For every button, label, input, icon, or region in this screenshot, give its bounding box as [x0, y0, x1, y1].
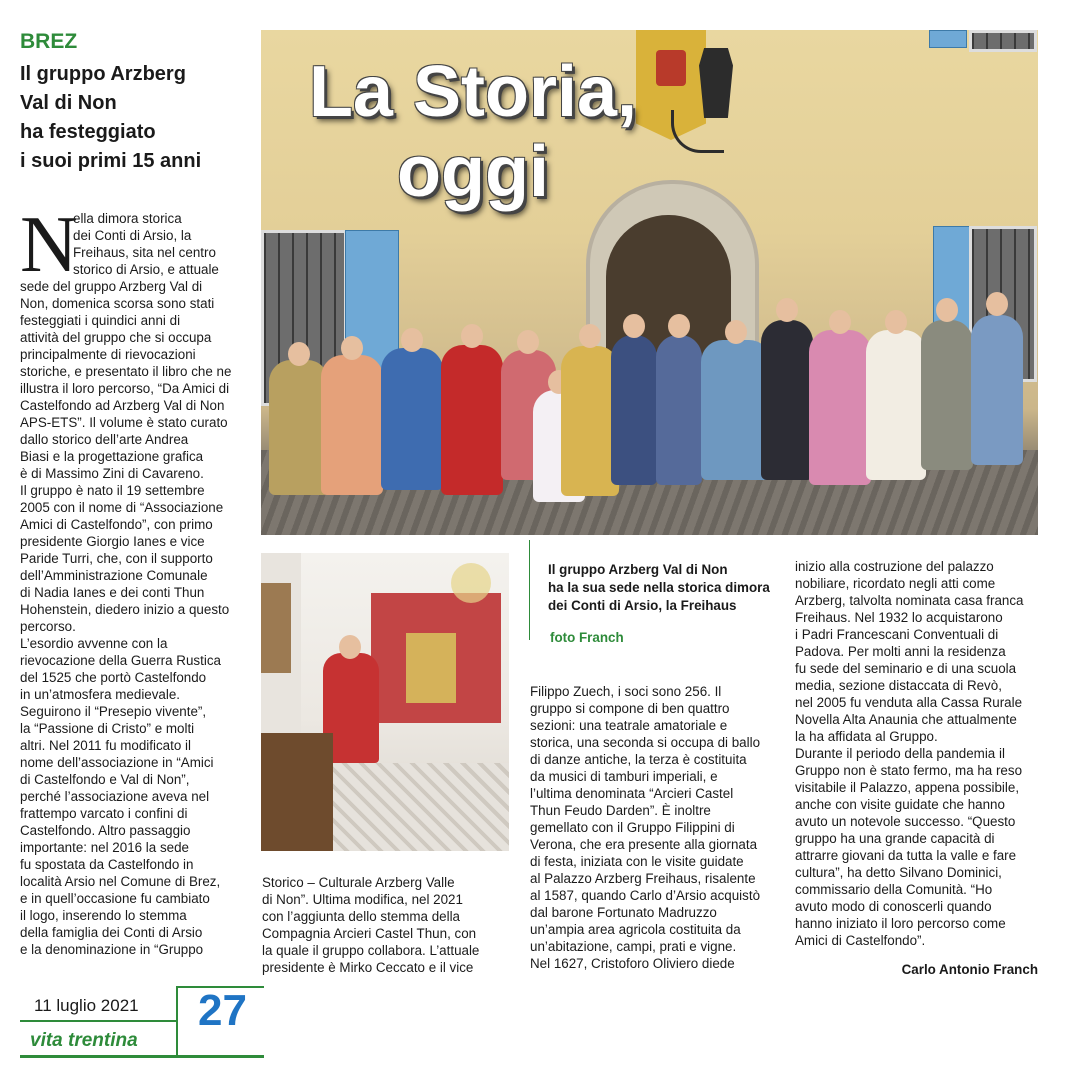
text-line: Non, domenica scorsa sono stati — [20, 296, 215, 311]
text-line: Castelfondo. Altro passaggio — [20, 823, 191, 838]
text-line: Storico – Culturale Arzberg Valle — [262, 875, 455, 890]
text-line: commissario della Comunità. “Ho — [795, 882, 993, 897]
text-line: un’ampia area agricola costituita da — [530, 922, 741, 937]
caption-line: ha la sua sede nella storica dimora — [548, 580, 770, 595]
text-line: di Castelfondo e Val di Non”, — [20, 772, 190, 787]
text-line: fu sede del seminario e di una scuola — [795, 661, 1017, 676]
footer-divider — [176, 986, 178, 1056]
caption-line: Il gruppo Arzberg Val di Non — [548, 562, 728, 577]
text-line: nome dell’associazione in “Amici — [20, 755, 214, 770]
street-lantern — [699, 48, 733, 118]
photo-title-line: oggi — [397, 132, 549, 212]
photo-title-line: La Storia, — [308, 52, 638, 132]
photo-caption — [548, 561, 778, 615]
article-col1 — [20, 278, 231, 958]
text-line: località Arsio nel Comune di Brez, — [20, 874, 221, 889]
text-line: di Nadia Ianes e dei conti Thun — [20, 585, 205, 600]
text-line: nel 2005 fu venduta alla Cassa Rurale — [795, 695, 1023, 710]
text-line: attrarre giovani da tutta la valle e fare — [795, 848, 1017, 863]
text-line: principalmente di rievocazioni — [20, 347, 196, 362]
drop-cap: N — [20, 201, 78, 289]
text-line: di festa, iniziata con le visite guidate — [530, 854, 744, 869]
text-line: inizio alla costruzione del palazzo — [795, 559, 994, 574]
text-line: sezioni: una teatrale amatoriale e — [530, 718, 728, 733]
text-line: media, sezione distaccata di Revò, — [795, 678, 1002, 693]
text-line: della famiglia dei Conti di Arsio — [20, 925, 203, 940]
text-line: gruppo si compone di ben quattro — [530, 701, 730, 716]
text-line: i Padri Francescani Conventuali di — [795, 627, 999, 642]
text-line: dell’Amministrazione Comunale — [20, 568, 208, 583]
text-line: importante: nel 2016 la sede — [20, 840, 189, 855]
photo-credit: foto Franch — [550, 630, 624, 645]
text-line: con l’aggiunta dello stemma della — [262, 909, 461, 924]
text-line: sede del gruppo Arzberg Val di — [20, 279, 203, 294]
main-photo — [261, 30, 1038, 535]
text-line: festeggiati i quindici anni di — [20, 313, 181, 328]
headline-line: i suoi primi 15 anni — [20, 150, 202, 172]
text-line: un’abitazione, campi, prati e vigne. — [530, 939, 737, 954]
text-line: Seguirono il “Presepio vivente”, — [20, 704, 207, 719]
text-line: è di Massimo Zini di Cavareno. — [20, 466, 204, 481]
headline — [20, 60, 250, 176]
article-author: Carlo Antonio Franch — [901, 962, 1038, 977]
headline-line: Il gruppo Arzberg — [20, 63, 186, 85]
caption-divider — [529, 540, 530, 640]
text-line: gruppo ha una grande capacità di — [795, 831, 995, 846]
photo-title — [283, 52, 663, 212]
text-line: 2005 con il nome di “Associazione — [20, 500, 224, 515]
publication-name: vita trentina — [30, 1030, 138, 1051]
text-line: ella dimora storica — [73, 211, 182, 226]
text-line: L’esordio avvenne con la — [20, 636, 168, 651]
text-line: storico di Arsio, e attuale — [73, 262, 219, 277]
text-line: dal barone Fortunato Madruzzo — [530, 905, 717, 920]
text-line: nobiliare, ricordato negli atti come — [795, 576, 996, 591]
text-line: Compagnia Arcieri Castel Thun, con — [262, 926, 477, 941]
section-tag: BREZ — [20, 30, 78, 53]
text-line: Biasi e la progettazione grafica — [20, 449, 204, 464]
text-line: illustra il loro percorso, “Da Amici di — [20, 381, 230, 396]
article-col3 — [530, 683, 760, 972]
window-shutter — [929, 30, 967, 48]
costumed-woman-head — [339, 635, 361, 659]
article-col4 — [795, 558, 1024, 949]
text-line: in un’atmosfera medievale. — [20, 687, 181, 702]
text-line: Amici di Castelfondo”. — [795, 933, 926, 948]
text-line: di Non”. Ultima modifica, nel 2021 — [262, 892, 463, 907]
text-line: altri. Nel 2011 fu modificato il — [20, 738, 191, 753]
headline-line: ha festeggiato — [20, 121, 156, 143]
text-line: presidente è Mirko Ceccato e il vice — [262, 960, 474, 975]
throne — [406, 633, 456, 703]
text-line: presidente Giorgio Ianes e vice — [20, 534, 205, 549]
article-col2 — [262, 874, 479, 976]
text-line: Amici di Castelfondo”, con primo — [20, 517, 213, 532]
text-line: dei Conti di Arsio, la — [73, 228, 192, 243]
text-line: Freihaus. Nel 1932 lo acquistarono — [795, 610, 1003, 625]
text-line: APS-ETS”. Il volume è stato curato — [20, 415, 228, 430]
page-number: 27 — [198, 986, 247, 1035]
text-line: Il gruppo è nato il 19 settembre — [20, 483, 205, 498]
text-line: e la denominazione in “Gruppo — [20, 942, 204, 957]
text-line: al 1587, quando Carlo d’Arsio acquistò — [530, 888, 761, 903]
text-line: l’ultima denominata “Arcieri Castel — [530, 786, 734, 801]
text-line: fu spostata da Castelfondo in — [20, 857, 194, 872]
text-line: al Palazzo Arzberg Freihaus, risalente — [530, 871, 756, 886]
text-line: la quale il gruppo collabora. L’attuale — [262, 943, 480, 958]
text-line: Filippo Zuech, i soci sono 256. Il — [530, 684, 722, 699]
text-line: la ha affidata al Gruppo. — [795, 729, 938, 744]
text-line: storica, una seconda si occupa di ballo — [530, 735, 761, 750]
article-col1-indented — [73, 210, 219, 278]
secondary-photo — [261, 553, 509, 851]
text-line: gemellato con il Gruppo Filippini di — [530, 820, 735, 835]
text-line: avuto modo di conoscerli quando — [795, 899, 992, 914]
chandelier — [451, 563, 491, 603]
text-line: dallo storico dell’arte Andrea — [20, 432, 189, 447]
text-line: Gruppo non è stato fermo, ma ha reso — [795, 763, 1023, 778]
text-line: Durante il periodo della pandemia il — [795, 746, 1005, 761]
text-line: visitabile il Palazzo, appena possibile, — [795, 780, 1020, 795]
text-line: Hohenstein, diedero inizio a questo — [20, 602, 230, 617]
text-line: cultura”, ha detto Silvano Dominici, — [795, 865, 1002, 880]
text-line: Freihaus, sita nel centro — [73, 245, 216, 260]
text-line: anche con visite guidate che hanno — [795, 797, 1005, 812]
text-line: Paride Turri, che, con il supporto — [20, 551, 213, 566]
text-line: percorso. — [20, 619, 76, 634]
text-line: il logo, inserendo lo stemma — [20, 908, 187, 923]
footer-rule — [20, 1055, 264, 1058]
headline-line: Val di Non — [20, 92, 117, 114]
text-line: avuto un notevole successo. “Questo — [795, 814, 1016, 829]
wooden-desk — [261, 733, 333, 851]
caption-line: dei Conti di Arsio, la Freihaus — [548, 598, 737, 613]
text-line: attività del gruppo che si occupa — [20, 330, 212, 345]
text-line: Novella Alta Anaunia che attualmente — [795, 712, 1017, 727]
text-line: frattempo varcato i confini di — [20, 806, 188, 821]
text-line: Padova. Per molti anni la residenza — [795, 644, 1006, 659]
text-line: Castelfondo ad Arzberg Val di Non — [20, 398, 225, 413]
text-line: la “Passione di Cristo” e molti — [20, 721, 195, 736]
text-line: hanno iniziato il loro percorso come — [795, 916, 1006, 931]
text-line: Nel 1627, Cristoforo Oliviero diede — [530, 956, 735, 971]
text-line: Thun Feudo Darden”. È inoltre — [530, 803, 711, 818]
patterned-floor — [333, 763, 509, 851]
text-line: di danze antiche, la terza è costituita — [530, 752, 747, 767]
building-window — [969, 30, 1037, 52]
text-line: da musici di tamburi imperiali, e — [530, 769, 718, 784]
text-line: rievocazione della Guerra Rustica — [20, 653, 221, 668]
text-line: del 1525 che portò Castelfondo — [20, 670, 207, 685]
text-line: storiche, e presentato il libro che ne — [20, 364, 232, 379]
text-line: Verona, che era presente alla giornata — [530, 837, 758, 852]
wall-painting — [261, 583, 291, 673]
text-line: e in quell’occasione fu cambiato — [20, 891, 210, 906]
footer-rule — [20, 1020, 176, 1022]
text-line: perché l’associazione aveva nel — [20, 789, 210, 804]
issue-date: 11 luglio 2021 — [34, 996, 139, 1015]
text-line: Arzberg, talvolta nominata casa franca — [795, 593, 1024, 608]
